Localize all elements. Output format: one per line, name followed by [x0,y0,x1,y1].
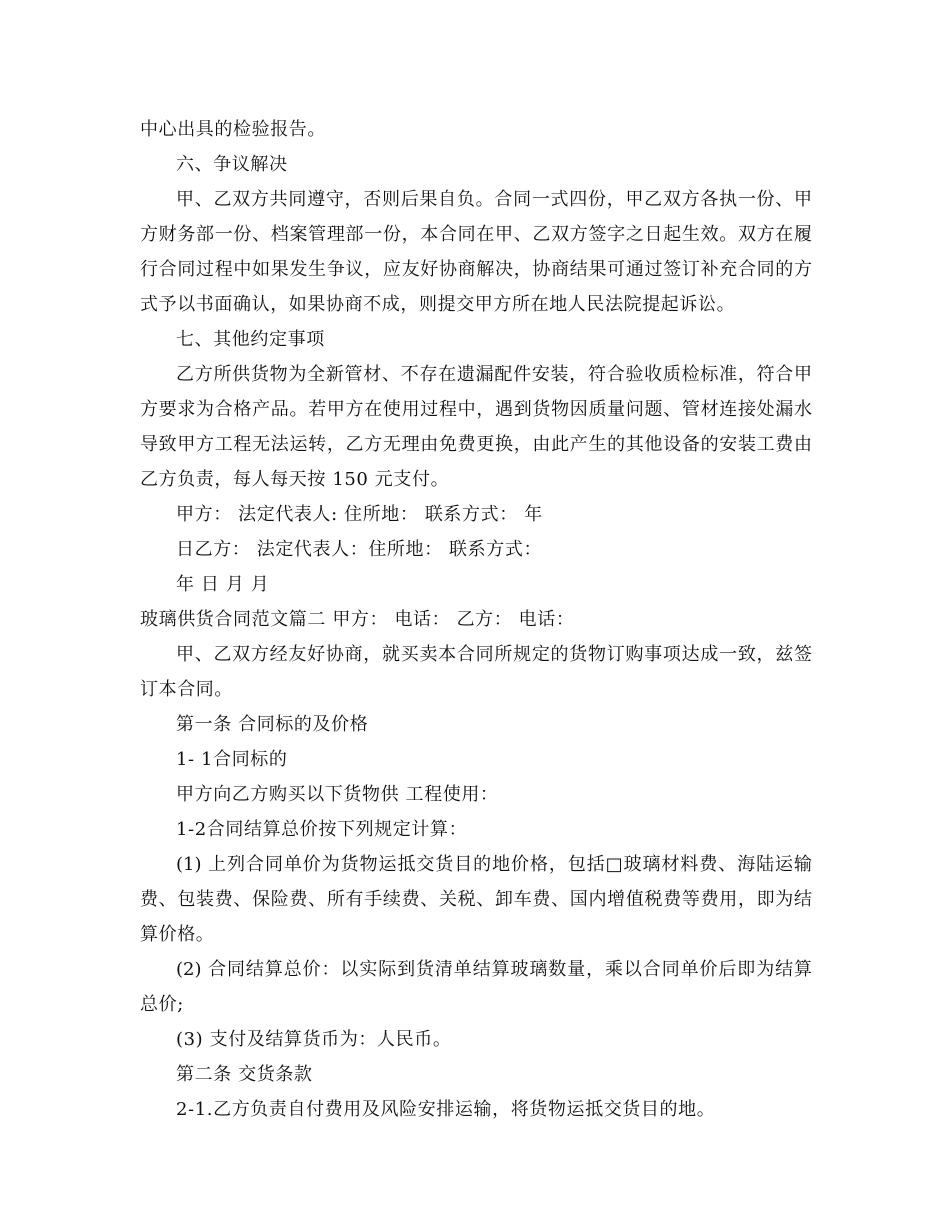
paragraph-line: 2-1.乙方负责自付费用及风险安排运输，将货物运抵交货目的地。 [176,1099,716,1120]
paragraph-line: 甲、乙双方共同遵守，否则后果自负。合同一式四份，甲乙双方各执一份、甲 [176,189,812,210]
signature-line: 甲方： 法定代表人: 住所地： 联系方式： 年 [176,504,543,525]
paragraph-line: 费、包装费、保险费、所有手续费、关税、卸车费、国内增值税费等费用，即为结 [140,889,812,910]
paragraph-line: 甲、乙双方经友好协商，就买卖本合同所规定的货物订购事项达成一致，兹签 [176,644,812,665]
paragraph-line: (3) 支付及结算货币为：人民币。 [176,1029,452,1050]
paragraph-line: 方财务部一份、档案管理部一份，本合同在甲、乙双方签字之日起生效。双方在履 [140,224,812,245]
article-heading: 第二条 交货条款 [176,1064,313,1085]
paragraph-line: 甲方向乙方购买以下货物供 工程使用： [176,784,499,805]
paragraph-line: 乙方所供货物为全新管材、不存在遗漏配件安装，符合验收质检标准，符合甲 [176,364,812,385]
clause-heading: 1- 1合同标的 [176,749,288,770]
paragraph-line: 导致甲方工程无法运转，乙方无理由免费更换，由此产生的其他设备的安装工费由 [140,434,812,455]
paragraph-line: 式予以书面确认，如果协商不成，则提交甲方所在地人民法院提起诉讼。 [140,294,736,315]
clause-heading: 1-2合同结算总价按下列规定计算： [176,819,468,840]
paragraph-line: 中心出具的检验报告。 [140,119,326,140]
contract-title-line: 玻璃供货合同范文篇二 甲方： 电话： 乙方： 电话： [140,609,575,630]
paragraph-line: (2) 合同结算总价：以实际到货清单结算玻璃数量，乘以合同单价后即为结算 [176,959,812,980]
paragraph-line: 行合同过程中如果发生争议，应友好协商解决，协商结果可通过签订补充合同的方 [140,259,812,280]
paragraph-line: 乙方负责，每人每天按 150 元支付。 [140,469,450,490]
paragraph-line: 总价; [140,994,184,1015]
date-line: 年 日 月 月 [176,574,270,595]
article-heading: 第一条 合同标的及价格 [176,714,369,735]
section-heading: 七、其他约定事项 [176,329,325,350]
paragraph-line: (1) 上列合同单价为货物运抵交货目的地价格，包括□玻璃材料费、海陆运输 [176,854,812,875]
signature-line: 日乙方： 法定代表人：住所地： 联系方式： [176,539,543,560]
section-heading: 六、争议解决 [176,154,288,175]
paragraph-line: 方要求为合格产品。若甲方在使用过程中，遇到货物因质量问题、管材连接处漏水 [140,399,812,420]
paragraph-line: 订本合同。 [140,679,233,700]
paragraph-line: 算价格。 [140,924,215,945]
